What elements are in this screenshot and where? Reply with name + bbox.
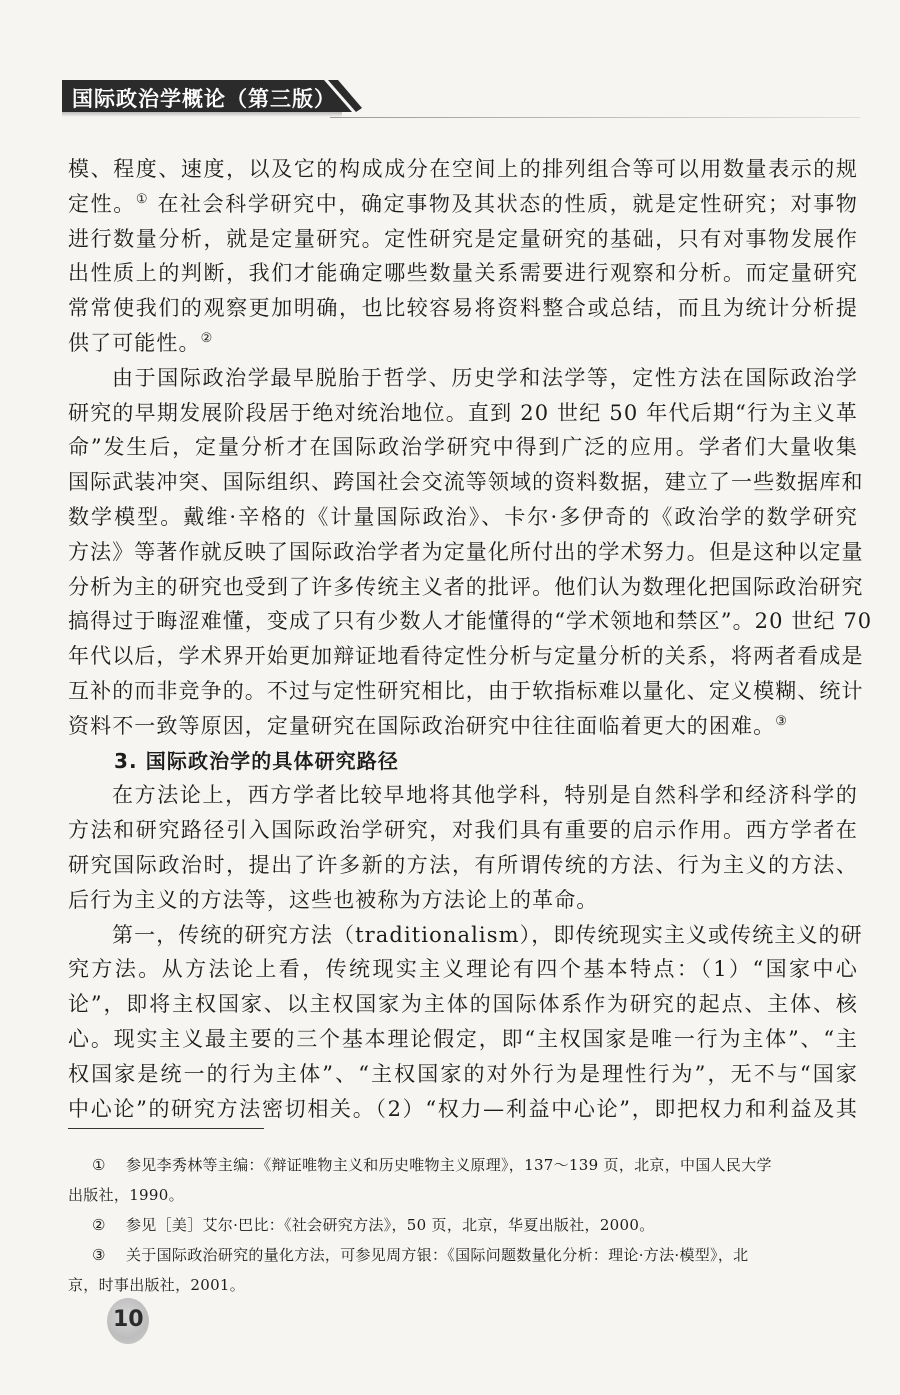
header-title: 国际政治学概论（第三版） xyxy=(72,87,336,111)
footnote-mark: ① xyxy=(92,1156,106,1174)
text-line: 进行数量分析，就是定量研究。定性研究是定量研究的基础，只有对事物发展作 xyxy=(68,226,858,251)
footnote-rule xyxy=(68,1128,264,1129)
text-line: 互补的而非竞争的。不过与定性研究相比，由于软指标难以量化、定义模糊、统计 xyxy=(68,678,864,703)
text-line: 国际武装冲突、国际组织、跨国社会交流等领域的资料数据，建立了一些数据库和 xyxy=(68,470,864,495)
text-line: 定性。① 在社会科学研究中，确定事物及其状态的性质，就是定性研究；对事物 xyxy=(68,191,858,216)
text-line: 资料不一致等原因，定量研究在国际政治研究中往往面临着更大的困难。③ xyxy=(68,713,788,738)
footnotes xyxy=(68,1150,858,1300)
text-line: 分析为主的研究也受到了许多传统主义者的批评。他们认为数理化把国际政治研究 xyxy=(68,574,864,599)
text-line: 搞得过于晦涩难懂，变成了只有少数人才能懂得的“学术领地和禁区”。20 世纪 70 xyxy=(68,609,873,634)
text-line: 究方法。从方法论上看，传统现实主义理论有四个基本特点：（1）“国家中心 xyxy=(68,957,858,982)
header-rule xyxy=(330,117,860,118)
text-line: 年代以后，学术界开始更加辩证地看待定性分析与定量分析的关系，将两者看成是 xyxy=(68,644,864,669)
footnote-3: ③ 关于国际政治研究的量化方法，可参见周方银：《国际问题数量化分析：理论·方法·模型》，北 京，时事出版社，2001。 xyxy=(68,1240,858,1300)
text-line: 模、程度、速度，以及它的构成成分在空间上的排列组合等可以用数量表示的规 xyxy=(68,157,858,181)
text-line: 心。现实主义最主要的三个基本理论假定，即“主权国家是唯一行为主体”、“主 xyxy=(68,1026,858,1051)
text-line: 研究的早期发展阶段居于绝对统治地位。直到 20 世纪 50 年代后期“行为主义革 xyxy=(68,400,858,425)
footnote-mark: ③ xyxy=(92,1246,106,1264)
footnote-mark: ② xyxy=(92,1216,106,1234)
page-number-badge xyxy=(107,1298,157,1346)
page-number: 10 xyxy=(113,1307,144,1332)
text-line: 命”发生后，定量分析才在国际政治学研究中得到广泛的应用。学者们大量收集 xyxy=(68,435,858,460)
text-line: 权国家是统一的行为主体”、“主权国家的对外行为是理性行为”，无不与“国家 xyxy=(68,1061,858,1086)
text-line: 由于国际政治学最早脱胎于哲学、历史学和法学等，定性方法在国际政治学 xyxy=(112,365,858,390)
body-text xyxy=(68,152,873,1126)
section-heading: 3. 国际政治学的具体研究路径 xyxy=(114,748,399,773)
text-line: 方法》等著作就反映了国际政治学者为定量化所付出的学术努力。但是这种以定量 xyxy=(68,539,864,564)
text-line: 研究国际政治时，提出了许多新的方法，有所谓传统的方法、行为主义的方法、 xyxy=(68,852,858,877)
text-line: 论”，即将主权国家、以主权国家为主体的国际体系作为研究的起点、主体、核 xyxy=(68,992,858,1017)
footnote-ref[interactable]: ② xyxy=(200,330,214,346)
text-line: 出性质上的判断，我们才能确定哪些数量关系需要进行观察和分析。而定量研究 xyxy=(68,261,858,286)
text-line: 在方法论上，西方学者比较早地将其他学科，特别是自然科学和经济科学的 xyxy=(112,783,858,808)
text-line: 中心论”的研究方法密切相关。（2）“权力—利益中心论”，即把权力和利益及其 xyxy=(68,1096,858,1121)
text-line: 方法和研究路径引入国际政治学研究，对我们具有重要的启示作用。西方学者在 xyxy=(68,818,858,843)
footnote-ref[interactable]: ③ xyxy=(775,713,788,729)
footnote-2: ② 参见［美］艾尔·巴比：《社会研究方法》，50 页，北京，华夏出版社，2000。 xyxy=(68,1210,858,1240)
text-line: 常常使我们的观察更加明确，也比较容易将资料整合或总结，而且为统计分析提 xyxy=(68,296,858,321)
text-line: 第一，传统的研究方法（traditionalism），即传统现实主义或传统主义的研 xyxy=(112,922,863,947)
text-line: 后行为主义的方法等，这些也被称为方法论上的革命。 xyxy=(68,887,599,912)
footnote-ref[interactable]: ① xyxy=(135,191,150,207)
text-line: 供了可能性。② xyxy=(68,330,214,355)
text-line: 数学模型。戴维·辛格的《计量国际政治》、卡尔·多伊奇的《政治学的数学研究 xyxy=(68,504,858,529)
footnote-1: ① 参见李秀林等主编：《辩证唯物主义和历史唯物主义原理》，137～139 页，北京，中国人民大学 出版社，1990。 xyxy=(68,1150,858,1210)
header-shadow xyxy=(62,112,342,117)
running-header xyxy=(62,80,362,112)
